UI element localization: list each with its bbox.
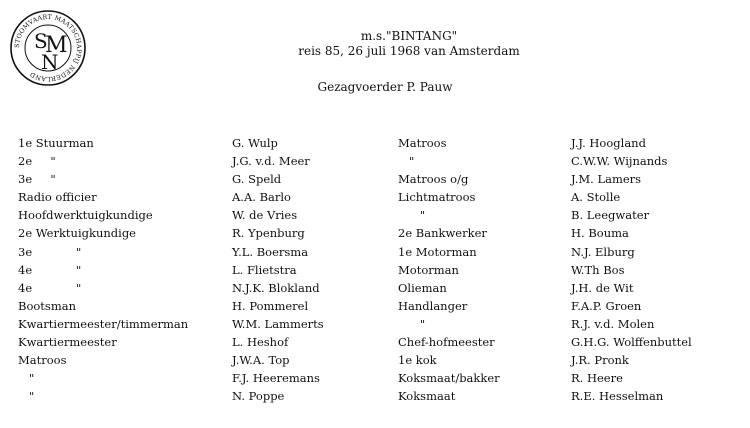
rank-label: "	[398, 316, 426, 331]
crew-name: Y.L. Boersma	[232, 244, 309, 259]
crew-name: N. Poppe	[232, 389, 285, 404]
ship-name: m.s."BINTANG"	[360, 29, 458, 43]
rank-label: "	[18, 371, 35, 386]
rank-label: Kwartiermeester	[18, 335, 117, 350]
rank-label: 2e "	[18, 154, 56, 169]
svg-text:N: N	[41, 50, 59, 74]
rank-label: Matroos o/g	[398, 172, 469, 187]
crew-name: R.J. v.d. Molen	[571, 316, 655, 331]
crew-name: W. de Vries	[232, 208, 298, 223]
rank-label: Hoofdwerktuigkundige	[18, 208, 153, 223]
crew-name: J.H. de Wit	[571, 280, 634, 295]
crew-name: L. Heshof	[232, 335, 289, 350]
rank-label: Matroos	[398, 136, 447, 150]
rank-label: 2e Werktuigkundige	[18, 226, 136, 241]
crew-name: W.M. Lammerts	[232, 316, 324, 331]
crew-left-ranks	[18, 134, 188, 405]
crew-name: B. Leegwater	[571, 208, 649, 223]
svg-text:M: M	[45, 33, 68, 58]
crew-name: H. Bouma	[571, 226, 629, 241]
crew-name: J.W.A. Top	[232, 353, 290, 368]
rank-label: "	[398, 154, 415, 169]
crew-name: W.Th Bos	[571, 262, 625, 277]
crew-left-names	[232, 134, 324, 405]
crew-name: J.R. Pronk	[571, 353, 629, 368]
rank-label: Olieman	[398, 280, 447, 295]
rank-label: "	[18, 389, 35, 404]
crew-name: F.J. Heeremans	[232, 371, 320, 386]
crew-right-ranks	[398, 134, 500, 405]
crew-name: R. Heere	[571, 371, 623, 386]
rank-label: Kwartiermeester/timmerman	[18, 316, 189, 331]
rank-label: 1e Motorman	[398, 244, 477, 259]
rank-label: Koksmaat/bakker	[398, 371, 500, 386]
crew-name: R. Ypenburg	[232, 226, 305, 241]
crew-name: L. Flietstra	[232, 262, 297, 277]
rank-label: 1e Stuurman	[18, 136, 94, 150]
crew-name: J.G. v.d. Meer	[232, 154, 310, 169]
rank-label: Koksmaat	[398, 389, 456, 404]
rank-label: 1e kok	[398, 353, 437, 368]
voyage-info: reis 85, 26 juli 1968 van Amsterdam	[298, 44, 520, 58]
rank-label: Chef-hofmeester	[398, 335, 495, 350]
crew-name: G. Wulp	[232, 136, 278, 150]
rank-label: Matroos	[18, 353, 67, 368]
crew-name: J.M. Lamers	[571, 172, 642, 187]
crew-name: R.E. Hesselman	[571, 389, 664, 404]
captain-line: Gezagvoerder P. Pauw	[317, 80, 453, 94]
crew-name: G. Speld	[232, 172, 282, 187]
crew-name: H. Pommerel	[232, 298, 309, 313]
rank-label: 4e "	[18, 280, 82, 295]
rank-label: 3e "	[18, 244, 82, 259]
crew-name: A.A. Barlo	[232, 190, 291, 205]
crew-name: N.J.K. Blokland	[232, 280, 320, 295]
rank-label: 4e "	[18, 262, 82, 277]
crew-name: G.H.G. Wolffenbuttel	[571, 335, 692, 350]
crew-name: N.J. Elburg	[571, 244, 635, 259]
rank-label: Handlanger	[398, 298, 468, 313]
crew-right-names	[571, 134, 692, 405]
crew-name: C.W.W. Wijnands	[571, 154, 668, 169]
rank-label: 2e Bankwerker	[398, 226, 487, 241]
rank-label: "	[398, 208, 426, 223]
crew-name: A. Stolle	[571, 190, 621, 205]
svg-text:S: S	[34, 29, 48, 53]
rank-label: Radio officier	[18, 190, 97, 205]
rank-label: Motorman	[398, 262, 459, 277]
rank-label: Bootsman	[18, 298, 76, 313]
svg-text:STOOMVAART MAATSCHAPPIJ NEDERL: STOOMVAART MAATSCHAPPIJ NEDERLAND	[13, 13, 83, 83]
rank-label: Lichtmatroos	[398, 190, 476, 205]
crew-name: J.J. Hoogland	[571, 136, 646, 150]
rank-label: 3e "	[18, 172, 56, 187]
crew-name: F.A.P. Groen	[571, 298, 642, 313]
